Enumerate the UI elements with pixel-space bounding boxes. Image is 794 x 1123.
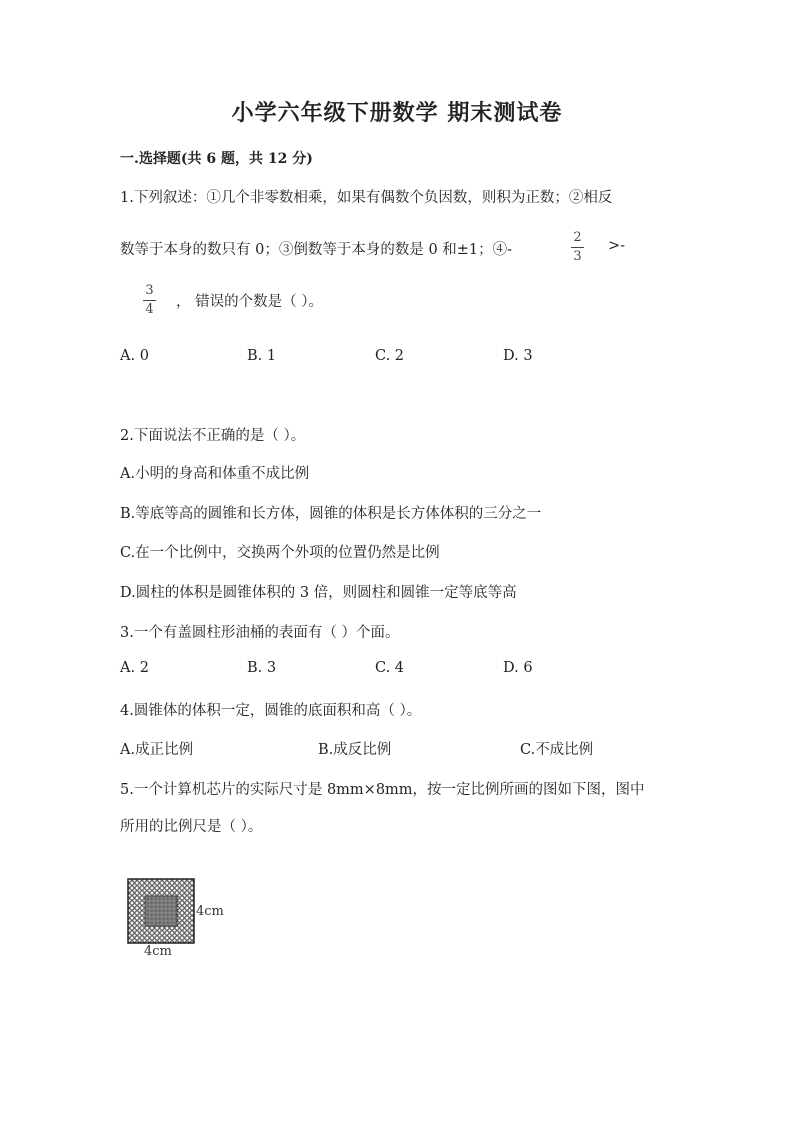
q2-option-c: C.在一个比例中，交换两个外项的位置仍然是比例 bbox=[120, 545, 440, 561]
q1-fraction-2-3 bbox=[571, 230, 584, 265]
q1-line3: ， 错误的个数是（ ）。 bbox=[176, 294, 323, 310]
q2-option-d: D.圆柱的体积是圆锥体积的 3 倍，则圆柱和圆锥一定等底等高 bbox=[120, 585, 517, 601]
q2-stem: 2.下面说法不正确的是（ ）。 bbox=[120, 428, 306, 444]
q3-option-c: C. 4 bbox=[375, 660, 405, 676]
q3-stem: 3.一个有盖圆柱形油桶的表面有（ ）个面。 bbox=[120, 625, 400, 641]
q1-line1: 1.下列叙述：①几个非零数相乘，如果有偶数个负因数，则积为正数；②相反 bbox=[120, 190, 613, 206]
q1-greater-than: >- bbox=[608, 238, 626, 254]
fraction-denominator: 3 bbox=[573, 249, 582, 264]
fraction-bar bbox=[571, 247, 584, 248]
q3-option-d: D. 6 bbox=[503, 660, 533, 676]
q1-option-c: C. 2 bbox=[375, 348, 405, 364]
q4-option-a: A.成正比例 bbox=[120, 742, 194, 758]
fraction-denominator: 4 bbox=[145, 302, 154, 317]
q1-fraction-3-4 bbox=[143, 283, 156, 318]
fraction-bar bbox=[143, 300, 156, 301]
page-title: 小学六年级下册数学 期末测试卷 bbox=[231, 100, 563, 126]
q5-line1: 5.一个计算机芯片的实际尺寸是 8mm×8mm，按一定比例所画的图如下图，图中 bbox=[120, 782, 645, 798]
q3-option-a: A. 2 bbox=[120, 660, 149, 676]
section-heading: 一.选择题(共 6 题，共 12 分) bbox=[120, 151, 313, 167]
chip-inner-square bbox=[145, 896, 177, 926]
chip-width-label: 4cm bbox=[196, 904, 224, 919]
q1-line2: 数等于本身的数只有 0；③倒数等于本身的数是 0 和±1；④- bbox=[120, 242, 513, 258]
q1-option-a: A. 0 bbox=[120, 348, 149, 364]
q5-line2: 所用的比例尺是（ ）。 bbox=[120, 819, 263, 835]
q2-option-b: B.等底等高的圆锥和长方体，圆锥的体积是长方体体积的三分之一 bbox=[120, 506, 542, 522]
q2-option-a: A.小明的身高和体重不成比例 bbox=[120, 466, 310, 482]
q1-option-b: B. 1 bbox=[247, 348, 277, 364]
fraction-numerator: 3 bbox=[145, 283, 154, 298]
q1-option-d: D. 3 bbox=[503, 348, 533, 364]
q3-option-b: B. 3 bbox=[247, 660, 277, 676]
fraction-numerator: 2 bbox=[573, 230, 582, 245]
chip-height-label: 4cm bbox=[144, 944, 172, 959]
q4-option-c: C.不成比例 bbox=[520, 742, 594, 758]
q4-option-b: B.成反比例 bbox=[318, 742, 392, 758]
chip-figure bbox=[127, 878, 195, 944]
q4-stem: 4.圆锥体的体积一定，圆锥的底面积和高（ ）。 bbox=[120, 703, 422, 719]
